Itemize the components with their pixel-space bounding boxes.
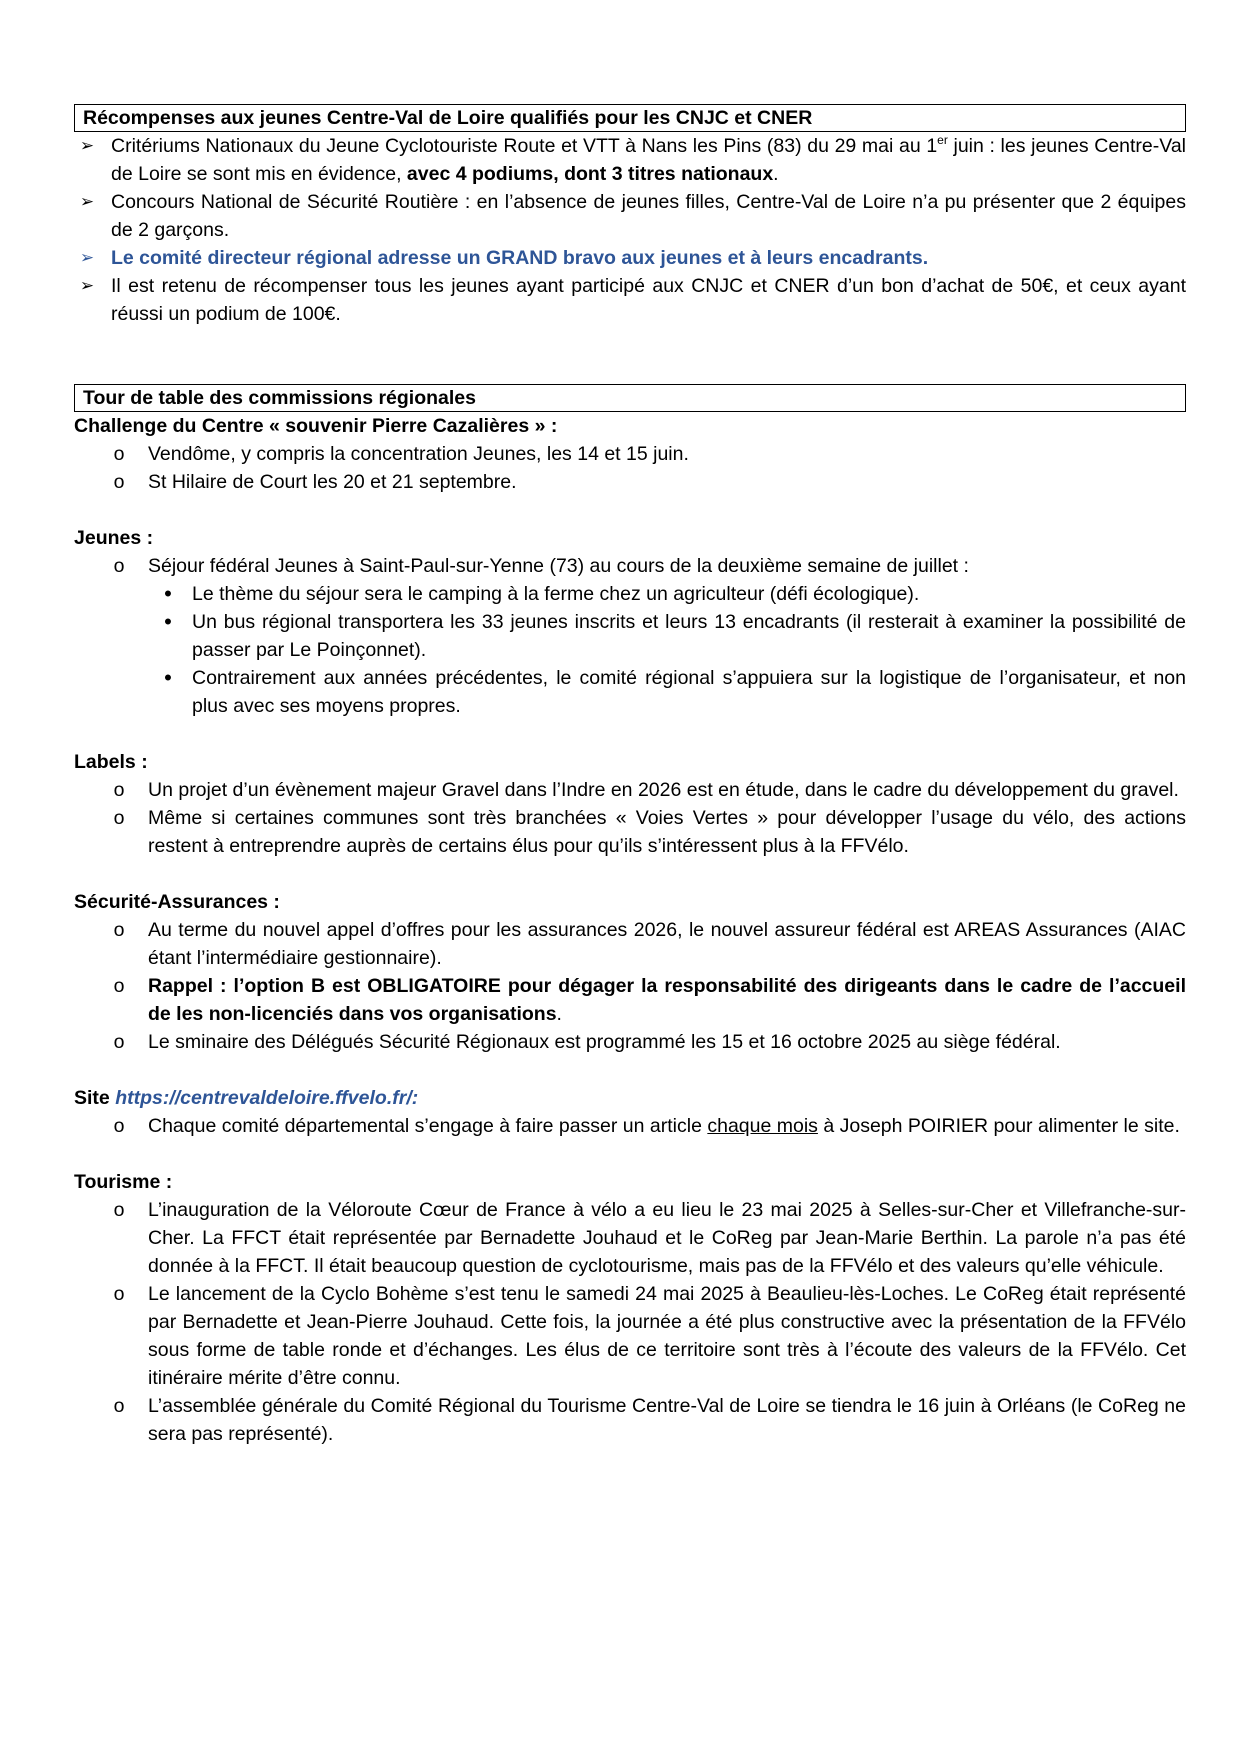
challenge-heading: Challenge du Centre « souvenir Pierre Cazalières » : <box>74 415 558 437</box>
list-item: ➢ Critériums Nationaux du Jeune Cyclotouriste Route et VTT à Nans les Pins (83) du 29 mai au 1er juin : les jeunes Centre-Val de Loire se sont mis en évidence, avec 4 podiums, dont 3 titres nationaux. <box>74 132 1186 188</box>
circle-bullet-icon: o <box>113 1031 125 1053</box>
circle-bullet-icon: o <box>113 471 125 493</box>
sublist-item: • Un bus régional transportera les 33 jeunes inscrits et leurs 13 encadrants (il resterait à examiner la possibilité de passer par Le Poinçonnet). <box>148 608 1186 664</box>
circle-bullet-icon: o <box>113 1115 125 1137</box>
arrow-bullet-icon: ➢ <box>79 136 95 155</box>
circle-bullet-icon: o <box>113 555 125 577</box>
circle-bullet-icon: o <box>113 1283 125 1305</box>
circle-bullet-icon: o <box>113 807 125 829</box>
labels-list <box>74 776 1186 860</box>
list-item: o L’inauguration de la Véloroute Cœur de France à vélo a eu lieu le 23 mai 2025 à Selles-sur-Cher et Villefranche-sur-Cher. La FFCT était représentée par Bernadette Jouhaud et le CoReg par Jean-Marie Berthin. La parole n’a pas été donnée à la FFCT. Il était beaucoup question de cyclotourisme, mais pas de la FFVélo et des valeurs qu’elle véhicule. <box>74 1196 1186 1280</box>
list-item-highlight: ➢ Le comité directeur régional adresse un GRAND bravo aux jeunes et à leurs encadrants. <box>74 244 1186 272</box>
arrow-bullet-icon: ➢ <box>79 248 95 267</box>
sublist-item: • Contrairement aux années précédentes, le comité régional s’appuiera sur la logistique de l’organisateur, et non plus avec ses moyens propres. <box>148 664 1186 720</box>
securite-list <box>74 916 1186 1056</box>
jeunes-sublist <box>148 580 1186 720</box>
tourisme-heading: Tourisme : <box>74 1171 173 1193</box>
circle-bullet-icon: o <box>113 919 125 941</box>
list-item: o Séjour fédéral Jeunes à Saint-Paul-sur-Yenne (73) au cours de la deuxième semaine de juillet : • Le thème du séjour sera le camping à la ferme chez un agriculteur (défi écologique). • Un bus régional transportera les 33 jeunes inscrits et leurs 13 encadrants (il resterait à examiner la possibilité de passer par Le Poinçonnet). • Contrairement aux années précédentes, le comité régional s’appuiera sur la logistique de l’organisateur, et non plus avec ses moyens propres. <box>74 552 1186 720</box>
list-item: o Un projet d’un évènement majeur Gravel dans l’Indre en 2026 est en étude, dans le cadre du développement du gravel. <box>74 776 1186 804</box>
labels-heading: Labels : <box>74 751 148 773</box>
site-heading: Site https://centrevaldeloire.ffvelo.fr/: <box>74 1087 419 1109</box>
challenge-list <box>74 440 1186 496</box>
jeunes-heading: Jeunes : <box>74 527 154 549</box>
list-item: o Au terme du nouvel appel d’offres pour les assurances 2026, le nouvel assureur fédéral est AREAS Assurances (AIAC étant l’intermédiaire gestionnaire). <box>74 916 1186 972</box>
list-item: ➢ Concours National de Sécurité Routière : en l’absence de jeunes filles, Centre-Val de Loire n’a pu présenter que 2 équipes de 2 garçons. <box>74 188 1186 244</box>
dot-bullet-icon: • <box>164 581 172 606</box>
dot-bullet-icon: • <box>164 609 172 634</box>
arrow-bullet-icon: ➢ <box>79 276 95 295</box>
list-item: ➢ Il est retenu de récompenser tous les jeunes ayant participé aux CNJC et CNER d’un bon d’achat de 50€, et ceux ayant réussi un podium de 100€. <box>74 272 1186 328</box>
circle-bullet-icon: o <box>113 779 125 801</box>
list-item: o St Hilaire de Court les 20 et 21 septembre. <box>74 468 1186 496</box>
site-link[interactable]: https://centrevaldeloire.ffvelo.fr/: <box>115 1087 419 1109</box>
list-item: o Chaque comité départemental s’engage à faire passer un article chaque mois à Joseph POIRIER pour alimenter le site. <box>74 1112 1186 1140</box>
sublist-item: • Le thème du séjour sera le camping à la ferme chez un agriculteur (défi écologique). <box>148 580 1186 608</box>
jeunes-list <box>74 552 1186 720</box>
circle-bullet-icon: o <box>113 1199 125 1221</box>
section-header-tour-de-table: Tour de table des commissions régionales <box>74 384 1186 412</box>
document-body <box>74 104 1186 1448</box>
securite-heading: Sécurité-Assurances : <box>74 891 280 913</box>
tourisme-list <box>74 1196 1186 1448</box>
dot-bullet-icon: • <box>164 665 172 690</box>
circle-bullet-icon: o <box>113 1395 125 1417</box>
circle-bullet-icon: o <box>113 443 125 465</box>
list-item: o Le lancement de la Cyclo Bohème s’est tenu le samedi 24 mai 2025 à Beaulieu-lès-Loches. Le CoReg était représenté par Bernadette et Jean-Pierre Jouhaud. Cette fois, la journée a été plus constructive avec la présentation de la FFVélo sous forme de table ronde et d’échanges. Les élus de ce territoire sont très à l’écoute des valeurs de la FFVélo. Cet itinéraire mérite d’être connu. <box>74 1280 1186 1392</box>
list-item: o Vendôme, y compris la concentration Jeunes, les 14 et 15 juin. <box>74 440 1186 468</box>
list-item: o Même si certaines communes sont très branchées « Voies Vertes » pour développer l’usage du vélo, des actions restent à entreprendre auprès de certains élus pour qu’ils s’intéressent plus à la FFVélo. <box>74 804 1186 860</box>
recompenses-list <box>74 132 1186 328</box>
section-header-recompenses: Récompenses aux jeunes Centre-Val de Loire qualifiés pour les CNJC et CNER <box>74 104 1186 132</box>
list-item: o Rappel : l’option B est OBLIGATOIRE pour dégager la responsabilité des dirigeants dans le cadre de l’accueil de les non-licenciés dans vos organisations. <box>74 972 1186 1028</box>
list-item: o Le sminaire des Délégués Sécurité Régionaux est programmé les 15 et 16 octobre 2025 au siège fédéral. <box>74 1028 1186 1056</box>
site-list <box>74 1112 1186 1140</box>
circle-bullet-icon: o <box>113 975 125 997</box>
list-item: o L’assemblée générale du Comité Régional du Tourisme Centre-Val de Loire se tiendra le 16 juin à Orléans (le CoReg ne sera pas représenté). <box>74 1392 1186 1448</box>
arrow-bullet-icon: ➢ <box>79 192 95 211</box>
